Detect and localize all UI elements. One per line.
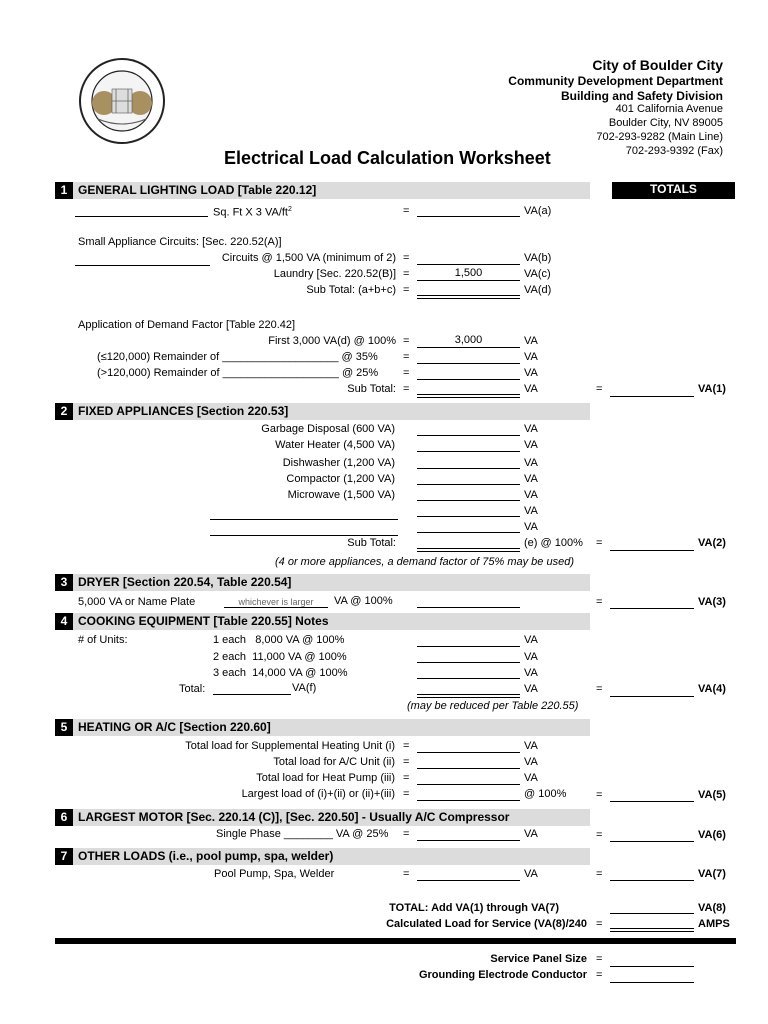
amps-total-field[interactable] xyxy=(610,928,694,932)
laundry-value: 1,500 xyxy=(454,267,483,279)
va-label: VA xyxy=(524,473,538,485)
first-3000-label: First 3,000 VA(d) @ 100% xyxy=(268,335,396,347)
other-appliance-1-name-line[interactable] xyxy=(210,519,398,520)
section-5-title: HEATING OR A/C [Section 220.60] xyxy=(78,720,271,734)
va-label: VA xyxy=(524,439,538,451)
section-3-number: 3 xyxy=(55,574,73,591)
ac-unit-field[interactable] xyxy=(417,768,520,769)
va-f-label: VA(f) xyxy=(292,682,317,694)
va-d-label: VA(d) xyxy=(524,284,552,296)
section-6-number: 6 xyxy=(55,809,73,826)
va-label: VA xyxy=(524,505,538,517)
division-name: Building and Safety Division xyxy=(560,89,723,103)
microwave-label: Microwave (1,500 VA) xyxy=(287,489,395,501)
va-label: VA xyxy=(524,667,538,679)
section-7-title: OTHER LOADS (i.e., pool pump, spa, welder) xyxy=(78,849,334,863)
heat-pump-field[interactable] xyxy=(417,784,520,785)
section-1-number: 1 xyxy=(55,182,73,199)
phone-main: 702-293-9282 (Main Line) xyxy=(596,131,723,143)
supplemental-heating-label: Total load for Supplemental Heating Unit (i) xyxy=(185,740,395,752)
worksheet-title: Electrical Load Calculation Worksheet xyxy=(224,148,551,168)
garbage-disposal-field[interactable] xyxy=(417,435,520,436)
demand-factor-label: Application of Demand Factor [Table 220.42] xyxy=(78,319,296,331)
eq-sign: = xyxy=(403,740,410,752)
eq-sign: = xyxy=(596,953,603,965)
eq-sign: = xyxy=(403,868,410,880)
e-100-label: (e) @ 100% xyxy=(524,537,583,549)
city-name: City of Boulder City xyxy=(592,57,723,73)
va-7-total-field[interactable] xyxy=(610,880,694,881)
va-8-label: VA(8) xyxy=(698,902,726,914)
nameplate-label: 5,000 VA or Name Plate xyxy=(78,596,196,608)
at-100-label: @ 100% xyxy=(524,788,567,800)
va-label: VA xyxy=(524,367,538,379)
va-4-label: VA(4) xyxy=(698,683,726,695)
va-label: VA xyxy=(524,651,538,663)
va-7-label: VA(7) xyxy=(698,868,726,880)
phone-fax: 702-293-9392 (Fax) xyxy=(625,145,723,157)
first-3000-value: 3,000 xyxy=(454,334,483,346)
laundry-label: Laundry [Sec. 220.52(B)] xyxy=(273,268,396,280)
section-4-number: 4 xyxy=(55,613,73,630)
va-4-total-field[interactable] xyxy=(610,696,694,697)
cooking-total-field[interactable] xyxy=(417,694,520,698)
eq-sign: = xyxy=(403,205,410,217)
cooking-2-each-label: 2 each 11,000 VA @ 100% xyxy=(213,651,347,663)
other-appliance-2-field[interactable] xyxy=(417,532,520,533)
va-label: VA xyxy=(524,423,538,435)
section-1-title: GENERAL LIGHTING LOAD [Table 220.12] xyxy=(78,183,317,197)
va-b-field[interactable] xyxy=(417,264,520,265)
eq-sign: = xyxy=(403,788,410,800)
remainder-35-label: (≤120,000) Remainder of ___________________ @ 35% xyxy=(97,351,378,363)
va-label: VA xyxy=(524,457,538,469)
other-appliance-1-field[interactable] xyxy=(417,516,520,517)
largest-motor-field[interactable] xyxy=(417,840,520,841)
va-1-total-field[interactable] xyxy=(610,396,694,397)
cooking-3-each-label: 3 each 14,000 VA @ 100% xyxy=(213,667,348,679)
garbage-disposal-label: Garbage Disposal (600 VA) xyxy=(261,423,395,435)
eq-sign: = xyxy=(403,252,410,264)
dryer-field[interactable] xyxy=(417,607,520,608)
eq-sign: = xyxy=(403,383,410,395)
va-label: VA xyxy=(524,683,538,695)
grand-total-label: TOTAL: Add VA(1) through VA(7) xyxy=(389,902,559,914)
other-loads-field[interactable] xyxy=(417,880,520,881)
cooking-note: (may be reduced per Table 220.55) xyxy=(407,700,579,712)
eq-sign: = xyxy=(596,683,603,695)
va-5-label: VA(5) xyxy=(698,789,726,801)
eq-sign: = xyxy=(596,918,603,930)
dishwasher-field[interactable] xyxy=(417,468,520,469)
department-name: Community Development Department xyxy=(508,74,723,88)
va-label: VA xyxy=(524,740,538,752)
eq-sign: = xyxy=(403,335,410,347)
largest-load-field[interactable] xyxy=(417,800,520,801)
va-3-label: VA(3) xyxy=(698,596,726,608)
microwave-field[interactable] xyxy=(417,500,520,501)
cooking-1-each-field[interactable] xyxy=(417,646,520,647)
units-label: # of Units: xyxy=(78,634,128,646)
eq-sign: = xyxy=(596,789,603,801)
sqft-input-line[interactable] xyxy=(75,216,208,217)
service-panel-field[interactable] xyxy=(610,966,694,967)
va-label: VA xyxy=(524,521,538,533)
grounding-label: Grounding Electrode Conductor xyxy=(418,969,587,981)
water-heater-label: Water Heater (4,500 VA) xyxy=(275,439,395,451)
footer-divider xyxy=(55,938,736,944)
section-6-title: LARGEST MOTOR [Sec. 220.14 (C)], [Sec. 220.50] - Usually A/C Compressor xyxy=(78,810,510,824)
dryer-value-line[interactable] xyxy=(224,607,328,608)
eq-sign: = xyxy=(596,969,603,981)
eq-sign: = xyxy=(596,596,603,608)
va-b-label: VA(b) xyxy=(524,252,552,264)
section-2-number: 2 xyxy=(55,403,73,420)
va-label: VA xyxy=(524,772,538,784)
service-panel-label: Service Panel Size xyxy=(490,953,587,965)
eq-sign: = xyxy=(596,383,603,395)
va-3-total-field[interactable] xyxy=(610,608,694,609)
va-d-field[interactable] xyxy=(417,295,520,299)
section-7-number: 7 xyxy=(55,848,73,865)
eq-sign: = xyxy=(596,537,603,549)
cooking-1-each-label: 1 each 8,000 VA @ 100% xyxy=(213,634,345,646)
cooking-3-each-field[interactable] xyxy=(417,678,520,679)
city-logo xyxy=(78,57,166,145)
eq-sign: = xyxy=(596,868,603,880)
eq-sign: = xyxy=(403,284,410,296)
remainder-25-field[interactable] xyxy=(417,379,520,380)
eq-sign: = xyxy=(403,268,410,280)
water-heater-field[interactable] xyxy=(417,451,520,452)
eq-sign: = xyxy=(403,756,410,768)
section-4-title: COOKING EQUIPMENT [Table 220.55] Notes xyxy=(78,614,329,628)
amps-label: AMPS xyxy=(698,918,730,930)
va-label: VA xyxy=(524,351,538,363)
circuits-count-line[interactable] xyxy=(75,265,210,266)
eq-sign: = xyxy=(403,367,410,379)
va-c-label: VA(c) xyxy=(524,268,551,280)
largest-load-label: Largest load of (i)+(ii) or (ii)+(iii) xyxy=(241,788,395,800)
cooking-total-label: Total: xyxy=(179,683,206,695)
va-a-label: VA(a) xyxy=(524,205,552,217)
whichever-larger-hint: whichever is larger xyxy=(238,597,314,607)
sqft-label: Sq. Ft X 3 $VA/ft^2$ xyxy=(213,206,292,219)
va-8-total-field[interactable] xyxy=(610,913,694,914)
compactor-field[interactable] xyxy=(417,484,520,485)
va-a-field[interactable] xyxy=(417,216,520,217)
subtotal-label: Sub Total: xyxy=(347,537,396,549)
compactor-label: Compactor (1,200 VA) xyxy=(286,473,395,485)
section-2-subtotal-field[interactable] xyxy=(417,548,520,552)
circuits-label: Circuits @ 1,500 VA (minimum of 2) xyxy=(221,252,396,264)
va-label: VA xyxy=(524,756,538,768)
va-label: VA xyxy=(524,634,538,646)
address-line-1: 401 California Avenue xyxy=(615,103,723,115)
dishwasher-label: Dishwasher (1,200 VA) xyxy=(282,457,395,469)
va-100-label: VA @ 100% xyxy=(334,595,393,607)
section-2-title: FIXED APPLIANCES [Section 220.53] xyxy=(78,404,289,418)
eq-sign: = xyxy=(596,829,603,841)
va-label: VA xyxy=(524,335,538,347)
remainder-25-label: (>120,000) Remainder of ___________________ @ 25% xyxy=(97,367,379,379)
va-2-label: VA(2) xyxy=(698,537,726,549)
pool-pump-label: Pool Pump, Spa, Welder xyxy=(214,868,335,880)
eq-sign: = xyxy=(403,828,410,840)
va-2-total-field[interactable] xyxy=(610,550,694,551)
totals-header: TOTALS xyxy=(612,182,735,199)
va-1-label: VA(1) xyxy=(698,383,726,395)
va-label: VA xyxy=(524,383,538,395)
other-appliance-2-name-line[interactable] xyxy=(210,535,398,536)
va-label: VA xyxy=(524,489,538,501)
small-appliance-label: Small Appliance Circuits: [Sec. 220.52(A)] xyxy=(78,236,282,248)
city-seal-icon xyxy=(78,57,166,145)
heat-pump-label: Total load for Heat Pump (iii) xyxy=(256,772,395,784)
remainder-35-field[interactable] xyxy=(417,363,520,364)
va-label: VA xyxy=(524,868,538,880)
va-6-label: VA(6) xyxy=(698,829,726,841)
subtotal-abc-label: Sub Total: (a+b+c) xyxy=(306,284,396,296)
supplemental-heating-field[interactable] xyxy=(417,752,520,753)
address-line-2: Boulder City, NV 89005 xyxy=(608,117,723,129)
section-5-number: 5 xyxy=(55,719,73,736)
section-1-subtotal-field[interactable] xyxy=(417,394,520,398)
va-c-field xyxy=(417,280,520,281)
va-5-total-field[interactable] xyxy=(610,801,694,802)
va-label: VA xyxy=(524,828,538,840)
single-phase-label: Single Phase ________ VA @ 25% xyxy=(216,828,389,840)
va-6-total-field[interactable] xyxy=(610,841,694,842)
eq-sign: = xyxy=(403,772,410,784)
grounding-field[interactable] xyxy=(610,982,694,983)
cooking-2-each-field[interactable] xyxy=(417,662,520,663)
cooking-total-line[interactable] xyxy=(213,694,291,695)
first-3000-field xyxy=(417,347,520,348)
section-3-title: DRYER [Section 220.54, Table 220.54] xyxy=(78,575,292,589)
eq-sign: = xyxy=(403,351,410,363)
calculated-load-label: Calculated Load for Service (VA(8)/240 xyxy=(386,918,587,930)
subtotal-label: Sub Total: xyxy=(347,383,396,395)
ac-unit-label: Total load for A/C Unit (ii) xyxy=(273,756,395,768)
demand-factor-note: (4 or more appliances, a demand factor of 75% may be used) xyxy=(275,556,574,568)
